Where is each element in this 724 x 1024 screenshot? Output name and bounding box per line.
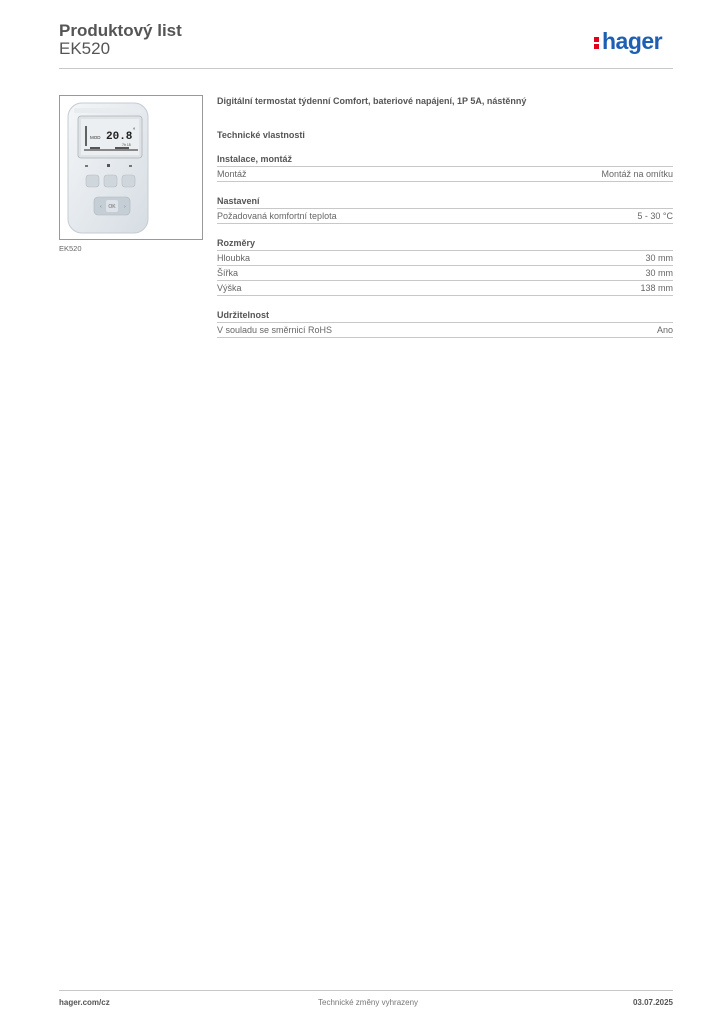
spec-value: 30 mm: [645, 268, 673, 278]
spec-row: [217, 167, 673, 182]
thermostat-button-right: [122, 175, 135, 187]
section-title: Instalace, montáž: [217, 154, 673, 167]
thermostat-button-middle: [104, 175, 117, 187]
spec-row: [217, 323, 673, 338]
spec-value: 30 mm: [645, 253, 673, 263]
footer-divider: [59, 990, 673, 991]
brand-logo: [594, 28, 662, 55]
page-title: Produktový list: [59, 21, 182, 40]
spec-row: [217, 209, 673, 224]
product-description: Digitální termostat týdenní Comfort, bateriové napájení, 1P 5A, nástěnný: [217, 96, 527, 106]
spec-value: Montáž na omítku: [601, 169, 673, 179]
svg-text:‹: ‹: [100, 204, 102, 210]
footer-website-link[interactable]: hager.com/cz: [59, 998, 110, 1007]
section-title: Rozměry: [217, 238, 673, 251]
spec-row: [217, 266, 673, 281]
header-divider: [59, 68, 673, 69]
section-title: Nastavení: [217, 196, 673, 209]
spec-row: [217, 281, 673, 296]
section-title: Udržitelnost: [217, 310, 673, 323]
spec-label: Montáž: [217, 169, 247, 179]
logo-text: hager: [602, 28, 663, 54]
spec-content: [217, 96, 673, 338]
display-degree: °: [133, 128, 136, 134]
svg-text:›: ›: [124, 204, 126, 210]
svg-text:OK: OK: [108, 204, 116, 210]
spec-label: Hloubka: [217, 253, 251, 263]
spec-value: Ano: [656, 325, 673, 335]
spec-value: 5 - 30 °C: [637, 211, 673, 221]
tech-properties-title: Technické vlastnosti: [217, 130, 305, 140]
footer-date: 03.07.2025: [632, 998, 673, 1007]
logo-dots-icon: [594, 34, 600, 50]
product-code: EK520: [59, 39, 111, 58]
spec-row: [217, 251, 673, 266]
spec-label: Šířka: [217, 268, 239, 278]
product-image-frame: [59, 95, 203, 240]
display-time: 7h 15: [122, 143, 131, 147]
spec-value: 138 mm: [640, 283, 673, 293]
image-caption: EK520: [59, 244, 82, 253]
display-mode-text: MOD: [90, 135, 101, 140]
footer-note: Technické změny vyhrazeny: [318, 998, 419, 1007]
thermostat-button-left: [86, 175, 99, 187]
display-temperature: 20.8: [106, 131, 133, 143]
spec-label: Výška: [217, 283, 242, 293]
thermostat-image: [60, 96, 202, 239]
spec-label: Požadovaná komfortní teplota: [217, 211, 337, 221]
spec-label: V souladu se směrnicí RoHS: [217, 325, 333, 335]
